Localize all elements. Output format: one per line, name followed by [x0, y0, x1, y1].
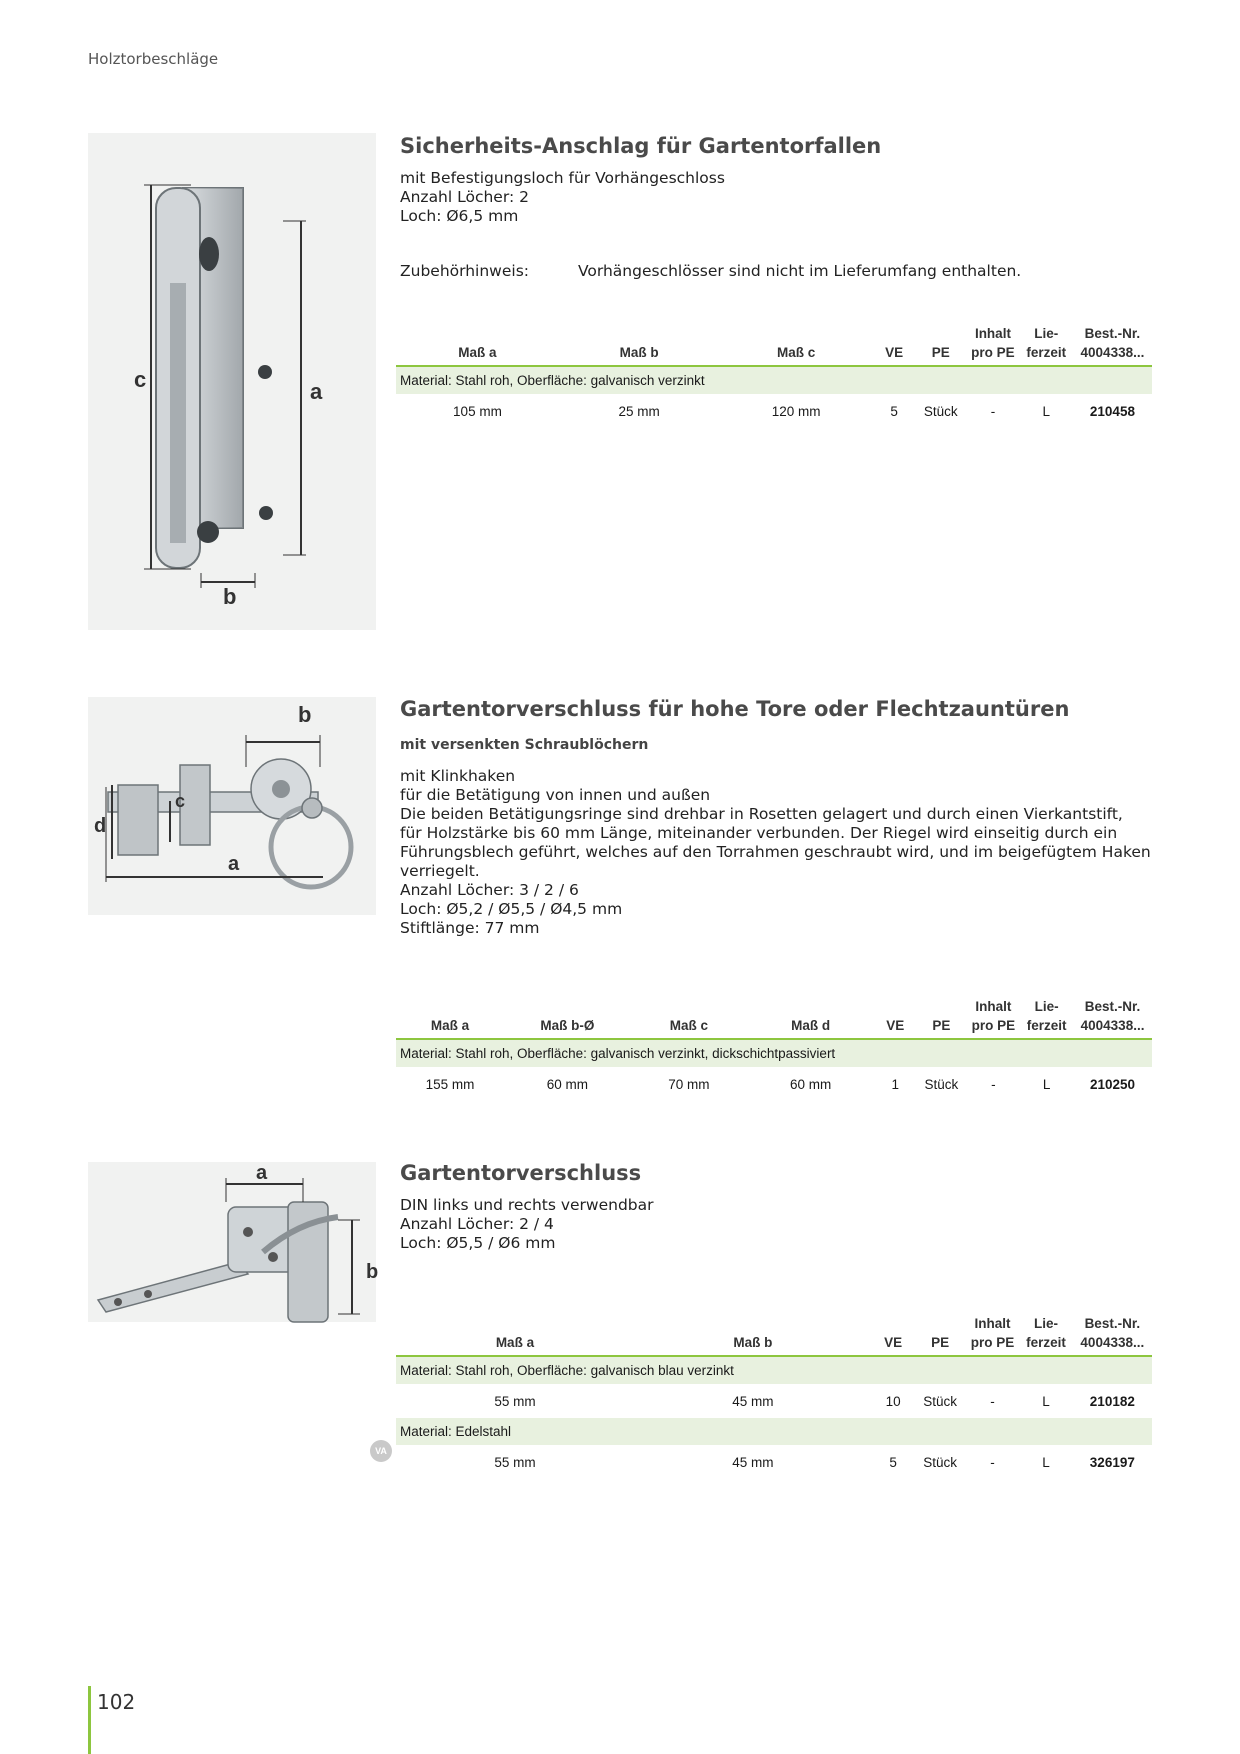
cell-ve: 10 [885, 1393, 901, 1409]
cell-mass-a: 105 mm [453, 403, 502, 419]
description-line: Anzahl Löcher: 2 / 4 [400, 1215, 554, 1233]
cell-mass-a: 55 mm [494, 1454, 536, 1470]
cell-lieferzeit: L [1042, 403, 1051, 419]
dimension-label-a: a [310, 379, 323, 404]
product-title: Gartentorverschluss [400, 1161, 642, 1185]
description-line: für Holzstärke bis 60 mm Länge, miteinander verbunden. Der Riegel wird einseitig durch ein [400, 824, 1118, 842]
footer-accent-bar [88, 1686, 91, 1754]
description-line: Führungsblech geführt, welches auf den Torrahmen geschraubt wird, und im beigefügtem Haken [400, 843, 1151, 861]
col-lieferzeit [1020, 324, 1073, 366]
col-inhalt-line2: pro PE [971, 1018, 1016, 1033]
description-line: mit Befestigungsloch für Vorhängeschloss [400, 169, 725, 187]
accessory-note: Vorhängeschlösser sind nicht im Lieferumfang enthalten. [578, 262, 1022, 280]
cell-mass-b: 60 mm [546, 1076, 588, 1092]
page-number: 102 [97, 1690, 136, 1714]
product-image-security-strike [88, 133, 376, 630]
dimension-label-b: b [223, 584, 237, 609]
col-inhalt-line2: pro PE [971, 345, 1015, 360]
col-bestnr [1073, 324, 1152, 366]
description-line: für die Betätigung von innen und außen [400, 786, 711, 804]
cell-bestnr: 210182 [1089, 1393, 1135, 1409]
product-image-gate-latch [88, 1162, 379, 1322]
col-mass-b: Maß b-Ø [504, 997, 631, 1039]
col-inhalt-line2: pro PE [970, 1335, 1015, 1350]
stainless-steel-badge-icon: VA [370, 1440, 392, 1462]
cell-mass-b: 45 mm [732, 1393, 774, 1409]
col-bestnr-line2: 4004338... [1080, 345, 1145, 360]
dimension-label-b: b [366, 1261, 379, 1283]
cell-bestnr: 326197 [1089, 1454, 1135, 1470]
spec-table [396, 1314, 1152, 1479]
cell-lieferzeit: L [1042, 1393, 1050, 1409]
product-title: Sicherheits-Anschlag für Gartentorfallen [400, 134, 882, 158]
col-inhalt [967, 997, 1020, 1039]
cell-mass-a: 155 mm [425, 1076, 475, 1092]
dimension-label-c: c [134, 367, 147, 392]
description-line: Anzahl Löcher: 3 / 2 / 6 [400, 881, 579, 899]
product-title: Gartentorverschluss für hohe Tore oder Flechtzauntüren [400, 697, 1070, 721]
spec-table [396, 997, 1152, 1101]
cell-pe: Stück [923, 1454, 957, 1470]
col-ve: VE [872, 1314, 915, 1356]
cell-ve: 5 [889, 1454, 897, 1470]
dimension-label-a: a [228, 853, 240, 875]
description-line: Stiftlänge: 77 mm [400, 919, 540, 937]
col-ve: VE [873, 324, 915, 366]
col-pe: PE [915, 324, 966, 366]
col-mass-b: Maß b [634, 1314, 872, 1356]
col-inhalt-line1: Inhalt [975, 999, 1012, 1014]
col-lieferzeit-line1: Lie- [1034, 999, 1059, 1014]
col-lieferzeit-line2: ferzeit [1026, 1018, 1067, 1033]
col-lieferzeit-line1: Lie- [1033, 1316, 1058, 1331]
cell-lieferzeit: L [1042, 1076, 1051, 1092]
col-bestnr-line2: 4004338... [1080, 1018, 1145, 1033]
product-image-gate-latch-high [88, 697, 376, 915]
material-row: Material: Stahl roh, Oberfläche: galvanisch verzinkt [396, 366, 1152, 394]
product-description [400, 169, 725, 226]
cell-lieferzeit: L [1042, 1454, 1050, 1470]
col-inhalt-line1: Inhalt [974, 326, 1011, 341]
col-lieferzeit-line1: Lie- [1034, 326, 1059, 341]
dimension-label-c: c [175, 791, 186, 811]
cell-mass-d: 60 mm [790, 1076, 832, 1092]
col-bestnr-line1: Best.-Nr. [1084, 999, 1141, 1014]
description-line: mit Klinkhaken [400, 767, 516, 785]
cell-mass-a: 55 mm [494, 1393, 536, 1409]
col-bestnr-line1: Best.-Nr. [1084, 326, 1141, 341]
description-line: Die beiden Betätigungsringe sind drehbar in Rosetten gelagert und durch einen Vierkantstift, [400, 805, 1123, 823]
col-bestnr [1073, 997, 1152, 1039]
description-line: Loch: Ø6,5 mm [400, 207, 519, 225]
cell-bestnr: 210458 [1089, 403, 1135, 419]
col-bestnr [1073, 1314, 1152, 1356]
cell-bestnr: 210250 [1090, 1076, 1136, 1092]
col-mass-b: Maß b [559, 324, 719, 366]
cell-inhalt: - [990, 403, 996, 419]
cell-pe: Stück [923, 403, 958, 419]
col-mass-d: Maß d [747, 997, 874, 1039]
description-line: verriegelt. [400, 862, 480, 880]
spec-table [396, 324, 1152, 428]
cell-inhalt: - [991, 1076, 996, 1092]
col-lieferzeit [1019, 1314, 1072, 1356]
col-inhalt-line1: Inhalt [974, 1316, 1011, 1331]
col-lieferzeit [1020, 997, 1073, 1039]
col-inhalt [966, 324, 1020, 366]
material-row: Material: Stahl roh, Oberfläche: galvanisch blau verzinkt [396, 1356, 1152, 1384]
cell-inhalt: - [990, 1454, 995, 1470]
col-inhalt [966, 1314, 1020, 1356]
cell-inhalt: - [990, 1393, 995, 1409]
accessory-label: Zubehörhinweis: [400, 262, 529, 280]
table-row [396, 1384, 1152, 1418]
section-header: Holztorbeschläge [88, 50, 219, 68]
col-ve: VE [874, 997, 916, 1039]
col-pe: PE [915, 1314, 966, 1356]
material-row: Material: Edelstahl [396, 1418, 1152, 1445]
description-line: DIN links und rechts verwendbar [400, 1196, 654, 1214]
product-description [400, 767, 1151, 938]
description-line: Loch: Ø5,2 / Ø5,5 / Ø4,5 mm [400, 900, 623, 918]
col-mass-a: Maß a [396, 997, 504, 1039]
cell-pe: Stück [924, 1076, 959, 1092]
table-row [396, 1445, 1152, 1479]
material-row: Material: Stahl roh, Oberfläche: galvanisch verzinkt, dickschichtpassiviert [396, 1039, 1152, 1067]
col-mass-c: Maß c [631, 997, 747, 1039]
cell-mass-b: 45 mm [732, 1454, 774, 1470]
col-mass-a: Maß a [396, 1314, 634, 1356]
col-pe: PE [916, 997, 967, 1039]
col-mass-c: Maß c [719, 324, 873, 366]
cell-pe: Stück [923, 1393, 957, 1409]
table-row [396, 1067, 1152, 1101]
cell-mass-c: 70 mm [668, 1076, 710, 1092]
cell-mass-c: 120 mm [771, 403, 821, 419]
col-bestnr-line1: Best.-Nr. [1084, 1316, 1141, 1331]
dimension-label-a: a [256, 1162, 268, 1184]
description-line: Loch: Ø5,5 / Ø6 mm [400, 1234, 556, 1252]
product-description [400, 1196, 654, 1253]
dimension-label-d: d [94, 815, 107, 837]
cell-ve: 5 [890, 403, 898, 419]
col-mass-a: Maß a [396, 324, 559, 366]
description-line: Anzahl Löcher: 2 [400, 188, 529, 206]
col-lieferzeit-line2: ferzeit [1026, 1335, 1066, 1350]
dimension-label-b: b [298, 702, 312, 727]
col-lieferzeit-line2: ferzeit [1026, 345, 1067, 360]
col-bestnr-line2: 4004338... [1080, 1335, 1145, 1350]
product-subtitle: mit versenkten Schraublöchern [400, 737, 649, 753]
cell-ve: 1 [891, 1076, 899, 1092]
cell-mass-b: 25 mm [618, 403, 660, 419]
table-row [396, 394, 1152, 428]
